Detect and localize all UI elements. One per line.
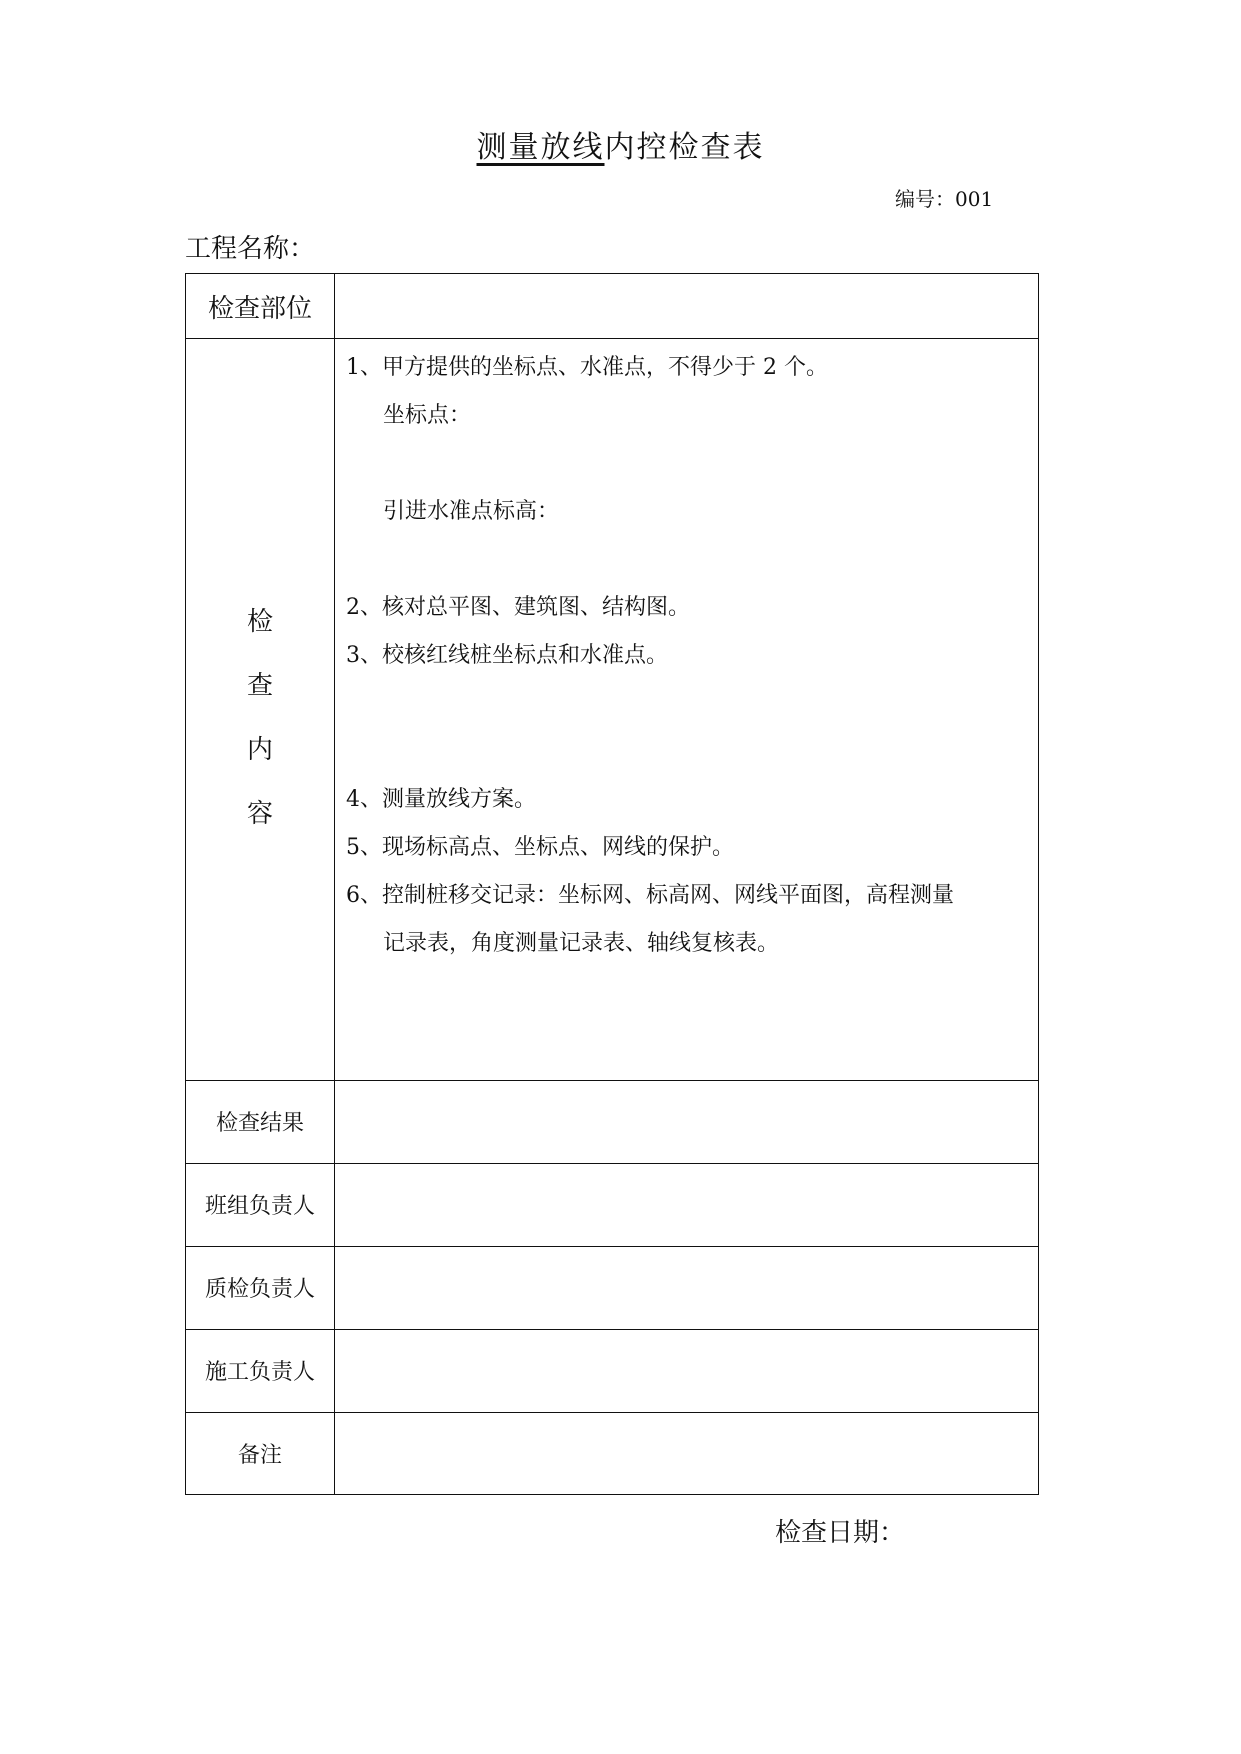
content-item: 6、控制桩移交记录：坐标网、标高网、网线平面图，高程测量 [346,883,954,908]
content-item: 坐标点： [383,403,472,428]
content-item: 1、甲方提供的坐标点、水准点，不得少于 2 个。 [346,355,828,380]
content-item: 3、校核红线桩坐标点和水准点。 [346,643,668,668]
content-item: 4、测量放线方案。 [346,787,536,812]
content-item: 记录表，角度测量记录表、轴线复核表。 [383,931,780,956]
row-divider [186,338,1038,339]
inspection-result-label: 检查结果 [215,1111,304,1136]
content-label-char: 查 [246,671,273,701]
column-divider [334,274,335,1494]
inspection-part-label: 检查部位 [207,293,312,324]
document-number: 编号：001 [895,187,994,211]
content-label-char: 内 [246,735,273,765]
content-item: 引进水准点标高： [383,499,560,524]
inspection-form-table [185,273,1039,1495]
qc-leader-label: 质检负责人 [204,1277,315,1302]
title-rest: 内控检查表 [604,130,765,165]
content-item: 2、核对总平图、建筑图、结构图。 [346,595,690,620]
title-underlined: 测量放线 [476,130,605,165]
content-label-char: 检 [246,607,273,637]
team-leader-label: 班组负责人 [204,1194,315,1219]
check-date-label: 检查日期： [775,1518,906,1548]
inspection-content [346,344,1032,968]
content-label-char: 容 [246,799,273,829]
remarks-label: 备注 [237,1443,282,1468]
project-name-label: 工程名称： [185,234,316,264]
inspection-content-label [186,590,334,846]
construction-leader-label: 施工负责人 [204,1360,315,1385]
content-item: 5、现场标高点、坐标点、网线的保护。 [346,835,734,860]
page-title [0,122,1241,166]
